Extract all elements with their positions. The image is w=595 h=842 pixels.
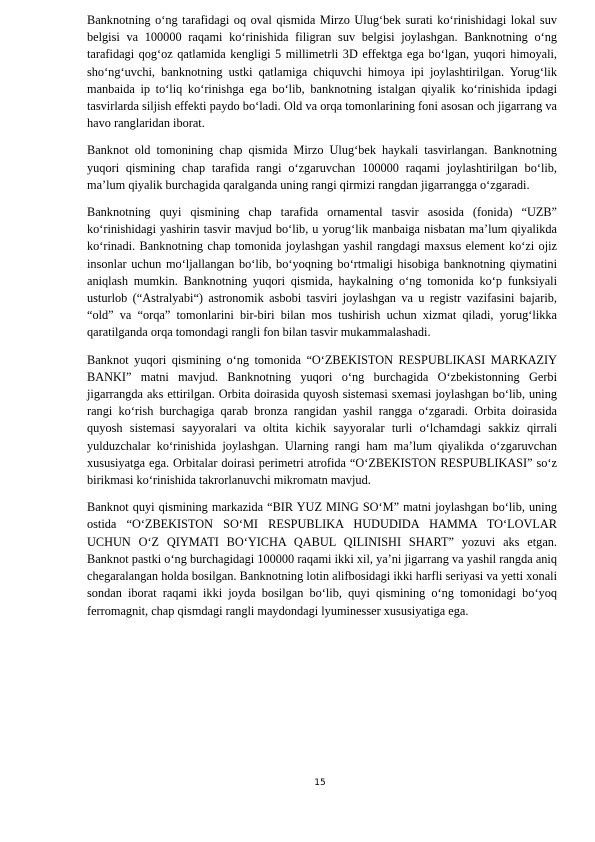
paragraph: Banknotning o‘ng tarafidagi oq oval qismida Mirzo Ulug‘bek surati ko‘rinishidagi lokal suv belgisi va 100000 raqami ko‘rinishida filigran suv belgisi joylashgan. Banknotning o‘ng tarafidagi qog‘oz qatlamida kengligi 5 millimetrli 3D effektga ega bo‘lgan, yuqori himoyali, sho‘ng‘uvchi, banknotning ustki qatlamiga chiquvchi himoya ipi joylashtirilgan. Yorug‘lik manbaida ip to‘liq ko‘rinishga ega bo‘lib, banknotning istalgan qiyalik ko‘rinishida ipdagi tasvirlarda siljish effekti paydo bo‘ladi. Old va orqa tomonlarining foni asosan och jigarrang va havo ranglaridan iborat. [87,13,557,131]
paragraph: Banknot yuqori qismining o‘ng tomonida “O‘ZBEKISTON RESPUBLIKASI MARKAZIY BANKI” matni mavjud. Banknotning yuqori o‘ng burchagida O‘zbekistonning Gerbi jigarrangda aks ettirilgan. Orbita doirasida quyosh sistemasi sxemasi joylashgan bo‘lib, uning rangi ko‘rish burchagiga qarab bronza rangidan yashil rangga o‘zgaradi. Orbita doirasida quyosh sistemasi sayyoralari va oltita kichik sayyoralar turli o‘lchamdagi sakkiz qirrali yulduzchalar ko‘rinishida joylashgan. Ularning rangi ham ma’lum qiyalikda o‘zgaruvchan xususiyatga ega. Orbitalar doirasi perimetri atrofida “O‘ZBEKISTON RESPUBLIKASI” so‘z birikmasi ko‘rinishida takrorlanuvchi mikromatn mavjud. [87,352,557,488]
paragraph: Banknot quyi qismining markazida “BIR YUZ MING SO‘M” matni joylashgan bo‘lib, uning ostida “O‘ZBEKISTON SO‘MI RESPUBLIKA HUDUDIDA HAMMA TO‘LOVLAR UCHUN O‘Z QIYMATI BO‘YICHA QABUL QILINISHI SHART” yozuvi aks etgan. Banknot pastki o‘ng burchagidagi 100000 raqami ikki xil, ya’ni jigarrang va yashil rangda aniq chegaralangan holda bosilgan. Banknotning lotin alifbosidagi ikki harfli seriyasi va yetti xonali sondan iborat raqami ikki joyda bosilgan bo‘lib, quyi qismining o‘ng tomonidagi bo‘yoq ferromagnit, chap qismdagi rangli maydondagi lyuminesser xususiyatiga ega. [87,500,557,618]
paragraph: Banknot old tomonining chap qismida Mirzo Ulug‘bek haykali tasvirlangan. Banknotning yuqori qismining chap tarafida rangi o‘zgaruvchan 100000 raqami joylashtirilgan bo‘lib, ma’lum qiyalik burchagida qaralganda uning rangi qirmizi rangdan jigarrangga o‘zgaradi. [87,143,557,192]
paragraph: Banknotning quyi qismining chap tarafida ornamental tasvir asosida (fonida) “UZB” ko‘rinishidagi yashirin tasvir mavjud bo‘lib, u yorug‘lik manbaiga nisbatan ma’lum qiyalikda ko‘rinadi. Banknotning chap tomonida joylashgan yashil rangdagi maxsus element ko‘zi ojiz insonlar uchun mo‘ljallangan bo‘lib, bo‘yoqning bo‘rtmaligi hisobiga banknotning qiymatini aniqlash mumkin. Banknotning yuqori qismida, haykalning o‘ng tomonida ko‘p funksiyali usturlob (“Astralyabi“) astronomik asbobi tasviri joylashgan va u registr vazifasini bajarib, “old” va “orqa” tomonlarini bir-biri bilan mos tushirish uchun xizmat qiladi, yorug‘likka qaratilganda orqa tomondagi rangli fon bilan tasvir mukammalashadi. [87,205,557,340]
page-body [87,12,557,630]
page-number: 15 [314,778,326,788]
